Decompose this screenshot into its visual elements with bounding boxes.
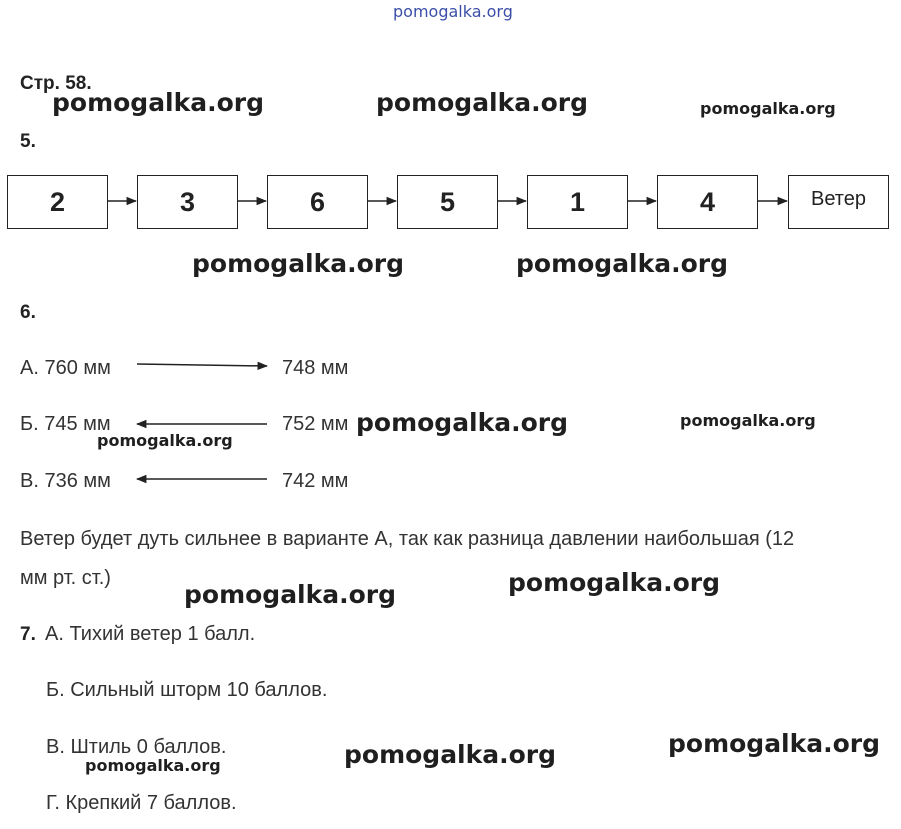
watermark: pomogalka.org bbox=[97, 431, 233, 450]
chain-box-6: 4 bbox=[657, 175, 758, 229]
pressure-row-c-left: В. 736 мм bbox=[20, 470, 111, 492]
watermark: pomogalka.org bbox=[508, 568, 721, 597]
watermark: pomogalka.org bbox=[85, 756, 221, 775]
pressure-row-c-right: 742 мм bbox=[282, 470, 349, 492]
pressure-row-a-right: 748 мм bbox=[282, 357, 349, 379]
chain-box-wind: Ветер bbox=[788, 175, 889, 229]
watermark: pomogalka.org bbox=[52, 88, 265, 117]
chain-box-4: 5 bbox=[397, 175, 498, 229]
watermark: pomogalka.org bbox=[668, 729, 881, 758]
chain-box-3: 6 bbox=[267, 175, 368, 229]
watermark: pomogalka.org bbox=[700, 99, 836, 118]
task5-number: 5. bbox=[20, 131, 36, 152]
pressure-row-a-left: А. 760 мм bbox=[20, 357, 111, 379]
pressure-row-b-right: 752 мм bbox=[282, 413, 349, 435]
watermark: pomogalka.org bbox=[344, 740, 557, 769]
watermark: pomogalka.org bbox=[680, 411, 816, 430]
watermark-top: pomogalka.org bbox=[393, 2, 513, 21]
watermark: pomogalka.org bbox=[376, 88, 589, 117]
conclusion-line-1: Ветер будет дуть сильнее в варианте А, так как разница давлении наибольшая (12 bbox=[20, 528, 795, 550]
watermark: pomogalka.org bbox=[192, 249, 405, 278]
chain-box-5: 1 bbox=[527, 175, 628, 229]
page-label: Стр. 58. bbox=[20, 73, 92, 94]
conclusion-line-2: мм рт. ст.) bbox=[20, 567, 111, 589]
watermark: pomogalka.org bbox=[516, 249, 729, 278]
wind-item-a: А. Тихий ветер 1 балл. bbox=[45, 623, 256, 645]
task6-number: 6. bbox=[20, 302, 36, 323]
watermark: pomogalka.org bbox=[356, 408, 569, 437]
wind-item-c: В. Штиль 0 баллов. bbox=[46, 736, 227, 758]
task7-number: 7. bbox=[20, 624, 36, 645]
pressure-arrow-a bbox=[137, 364, 267, 366]
wind-item-d: Г. Крепкий 7 баллов. bbox=[46, 792, 237, 814]
chain-box-1: 2 bbox=[7, 175, 108, 229]
pressure-row-b-left: Б. 745 мм bbox=[20, 413, 111, 435]
chain-box-2: 3 bbox=[137, 175, 238, 229]
watermark: pomogalka.org bbox=[184, 580, 397, 609]
wind-item-b: Б. Сильный шторм 10 баллов. bbox=[46, 679, 328, 701]
